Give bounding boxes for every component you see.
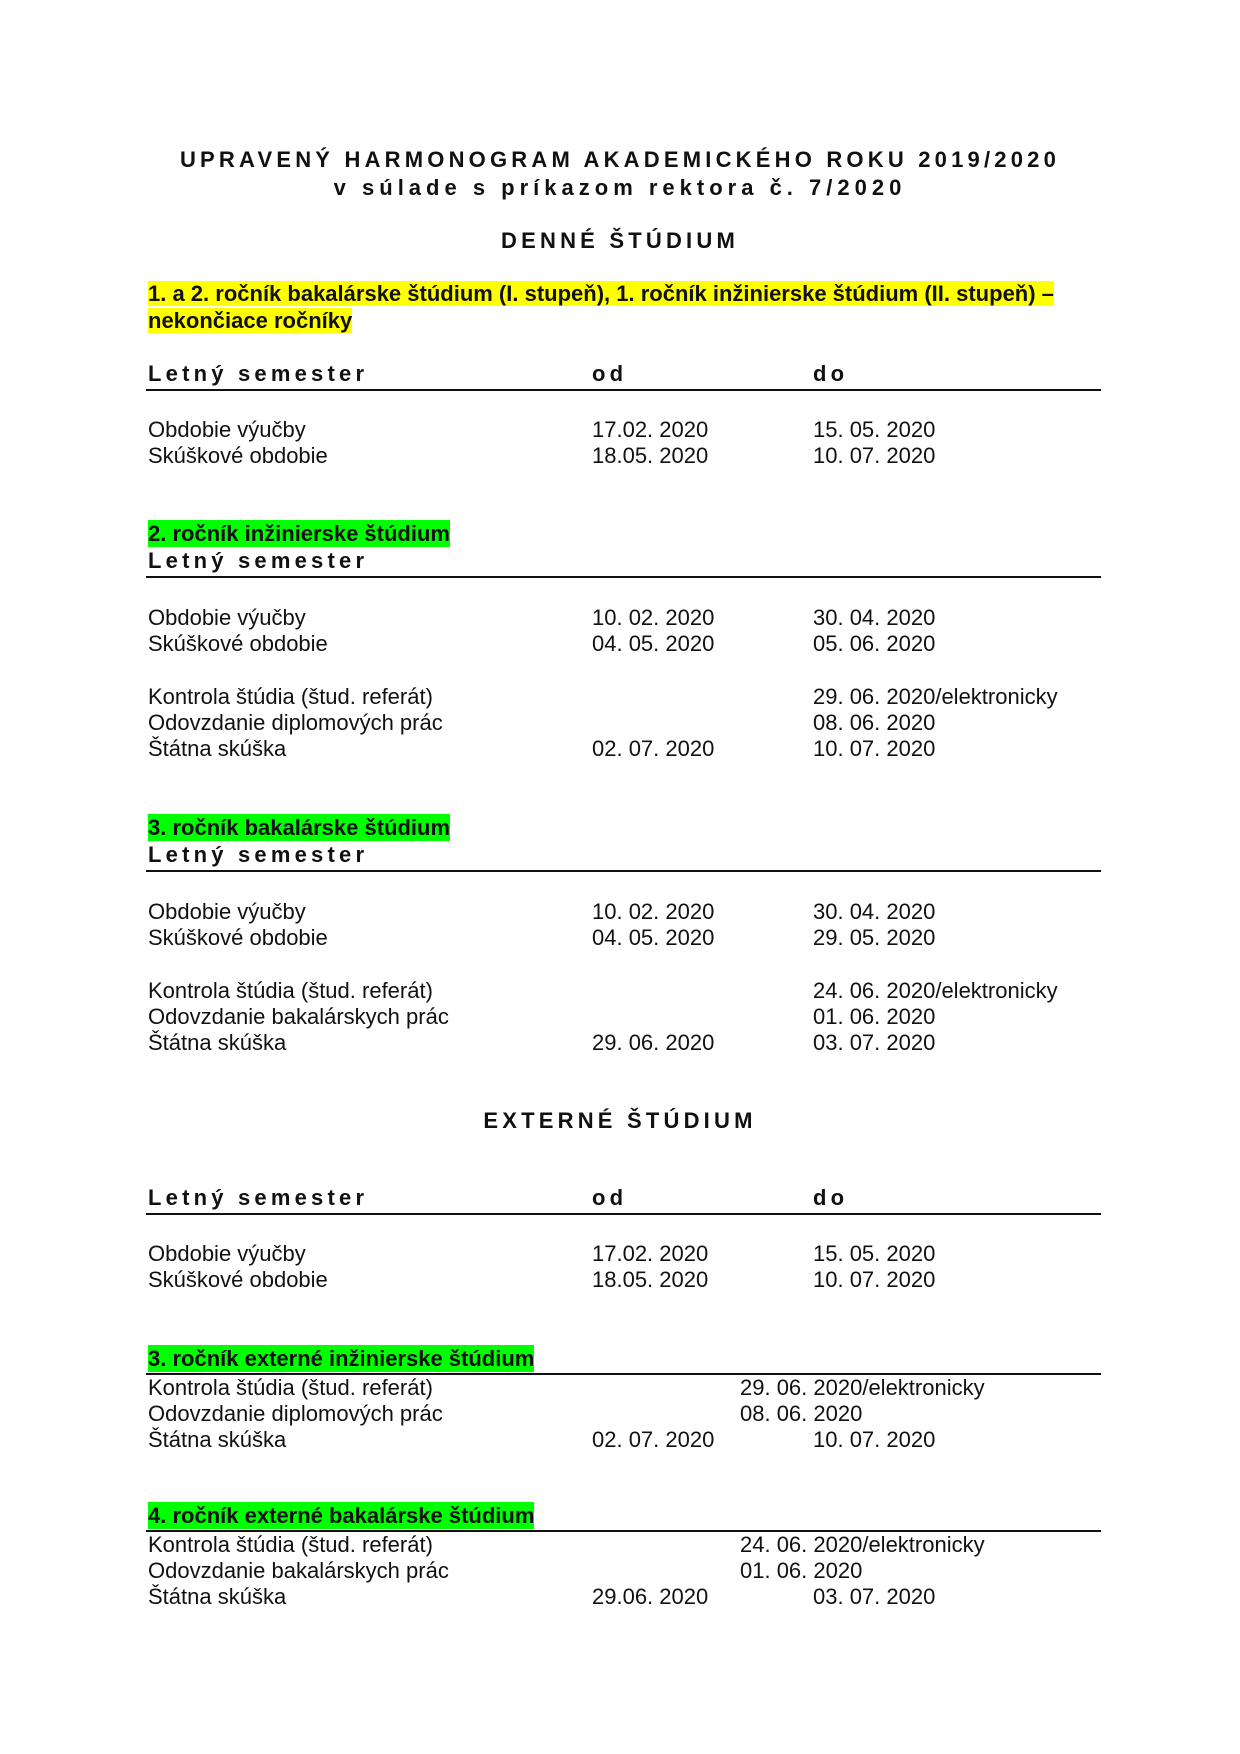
row-label: Štátna skúška: [148, 1427, 287, 1452]
row-label: Kontrola štúdia (štud. referát): [148, 978, 433, 1003]
row-do-date: 01. 06. 2020: [813, 1004, 936, 1029]
row-label: Obdobie výučby: [148, 417, 306, 442]
column-od-header: od: [592, 361, 628, 386]
row-do-date: 08. 06. 2020: [740, 1401, 863, 1426]
row-do-date: 05. 06. 2020: [813, 631, 936, 656]
semester-label: Letný semester: [148, 361, 369, 386]
row-label: Obdobie výučby: [148, 605, 306, 630]
row-od-date: 18.05. 2020: [592, 443, 709, 468]
row-do-date: 03. 07. 2020: [813, 1030, 936, 1055]
group-label-line2: nekončiace ročníky: [148, 308, 353, 333]
column-do-header: do: [813, 361, 849, 386]
row-label: Skúškové obdobie: [148, 631, 328, 656]
semester-label: Letný semester: [148, 1185, 369, 1210]
row-label: Skúškové obdobie: [148, 443, 328, 468]
semester-label: Letný semester: [148, 548, 369, 573]
row-label: Odovzdanie diplomových prác: [148, 1401, 443, 1426]
row-do-date: 08. 06. 2020: [813, 710, 936, 735]
divider: [146, 389, 1101, 391]
row-label: Skúškové obdobie: [148, 1267, 328, 1292]
row-label: Štátna skúška: [148, 1030, 287, 1055]
divider: [146, 870, 1101, 872]
row-label: Obdobie výučby: [148, 1241, 306, 1266]
row-do-date: 29. 06. 2020/elektronicky: [813, 684, 1058, 709]
denne-studium-heading: DENNÉ ŠTÚDIUM: [501, 228, 739, 253]
row-do-date: 30. 04. 2020: [813, 899, 936, 924]
row-do-date: 10. 07. 2020: [813, 1427, 936, 1452]
row-label: Kontrola štúdia (štud. referát): [148, 1532, 433, 1557]
row-od-date: 04. 05. 2020: [592, 631, 715, 656]
divider: [146, 576, 1101, 578]
row-label: Obdobie výučby: [148, 899, 306, 924]
row-do-date: 24. 06. 2020/elektronicky: [740, 1532, 985, 1557]
row-od-date: 17.02. 2020: [592, 1241, 709, 1266]
row-od-date: 29.06. 2020: [592, 1584, 709, 1609]
semester-label: Letný semester: [148, 842, 369, 867]
row-od-date: 02. 07. 2020: [592, 1427, 715, 1452]
row-od-date: 04. 05. 2020: [592, 925, 715, 950]
row-od-date: 17.02. 2020: [592, 417, 709, 442]
row-label: Kontrola štúdia (štud. referát): [148, 1375, 433, 1400]
group-label-2-rocnik-inzinierske: 2. ročník inžinierske štúdium: [148, 521, 450, 546]
divider: [146, 1213, 1101, 1215]
row-do-date: 01. 06. 2020: [740, 1558, 863, 1583]
row-od-date: 18.05. 2020: [592, 1267, 709, 1292]
row-od-date: 10. 02. 2020: [592, 899, 715, 924]
row-do-date: 10. 07. 2020: [813, 443, 936, 468]
row-do-date: 03. 07. 2020: [813, 1584, 936, 1609]
group-label-3-rocnik-bakalarske: 3. ročník bakalárske štúdium: [148, 815, 451, 840]
row-label: Štátna skúška: [148, 736, 287, 761]
document-title: UPRAVENÝ HARMONOGRAM AKADEMICKÉHO ROKU 2019/2020: [179, 147, 1061, 172]
row-od-date: 29. 06. 2020: [592, 1030, 715, 1055]
row-do-date: 10. 07. 2020: [813, 736, 936, 761]
row-label: Kontrola štúdia (štud. referát): [148, 684, 433, 709]
externe-studium-heading: EXTERNÉ ŠTÚDIUM: [483, 1108, 757, 1133]
row-do-date: 30. 04. 2020: [813, 605, 936, 630]
row-label: Odovzdanie bakalárskych prác: [148, 1004, 449, 1029]
group-label-3-rocnik-externe-inzinierske: 3. ročník externé inžinierske štúdium: [148, 1346, 535, 1371]
group-label-line1: 1. a 2. ročník bakalárske štúdium (I. stupeň), 1. ročník inžinierske štúdium (II. stupeň) –: [148, 281, 1054, 306]
row-label: Odovzdanie bakalárskych prác: [148, 1558, 449, 1583]
group-label-1-2-rocnik: [148, 280, 1054, 334]
row-label: Odovzdanie diplomových prác: [148, 710, 443, 735]
row-do-date: 15. 05. 2020: [813, 417, 936, 442]
row-od-date: 02. 07. 2020: [592, 736, 715, 761]
group-label-4-rocnik-externe-bakalarske: 4. ročník externé bakalárske štúdium: [148, 1503, 535, 1528]
row-do-date: 24. 06. 2020/elektronicky: [813, 978, 1058, 1003]
row-label: Štátna skúška: [148, 1584, 287, 1609]
column-od-header: od: [592, 1185, 628, 1210]
row-do-date: 10. 07. 2020: [813, 1267, 936, 1292]
row-do-date: 29. 06. 2020/elektronicky: [740, 1375, 985, 1400]
row-do-date: 15. 05. 2020: [813, 1241, 936, 1266]
row-label: Skúškové obdobie: [148, 925, 328, 950]
row-do-date: 29. 05. 2020: [813, 925, 936, 950]
column-do-header: do: [813, 1185, 849, 1210]
document-subtitle: v súlade s príkazom rektora č. 7/2020: [333, 175, 907, 200]
row-od-date: 10. 02. 2020: [592, 605, 715, 630]
